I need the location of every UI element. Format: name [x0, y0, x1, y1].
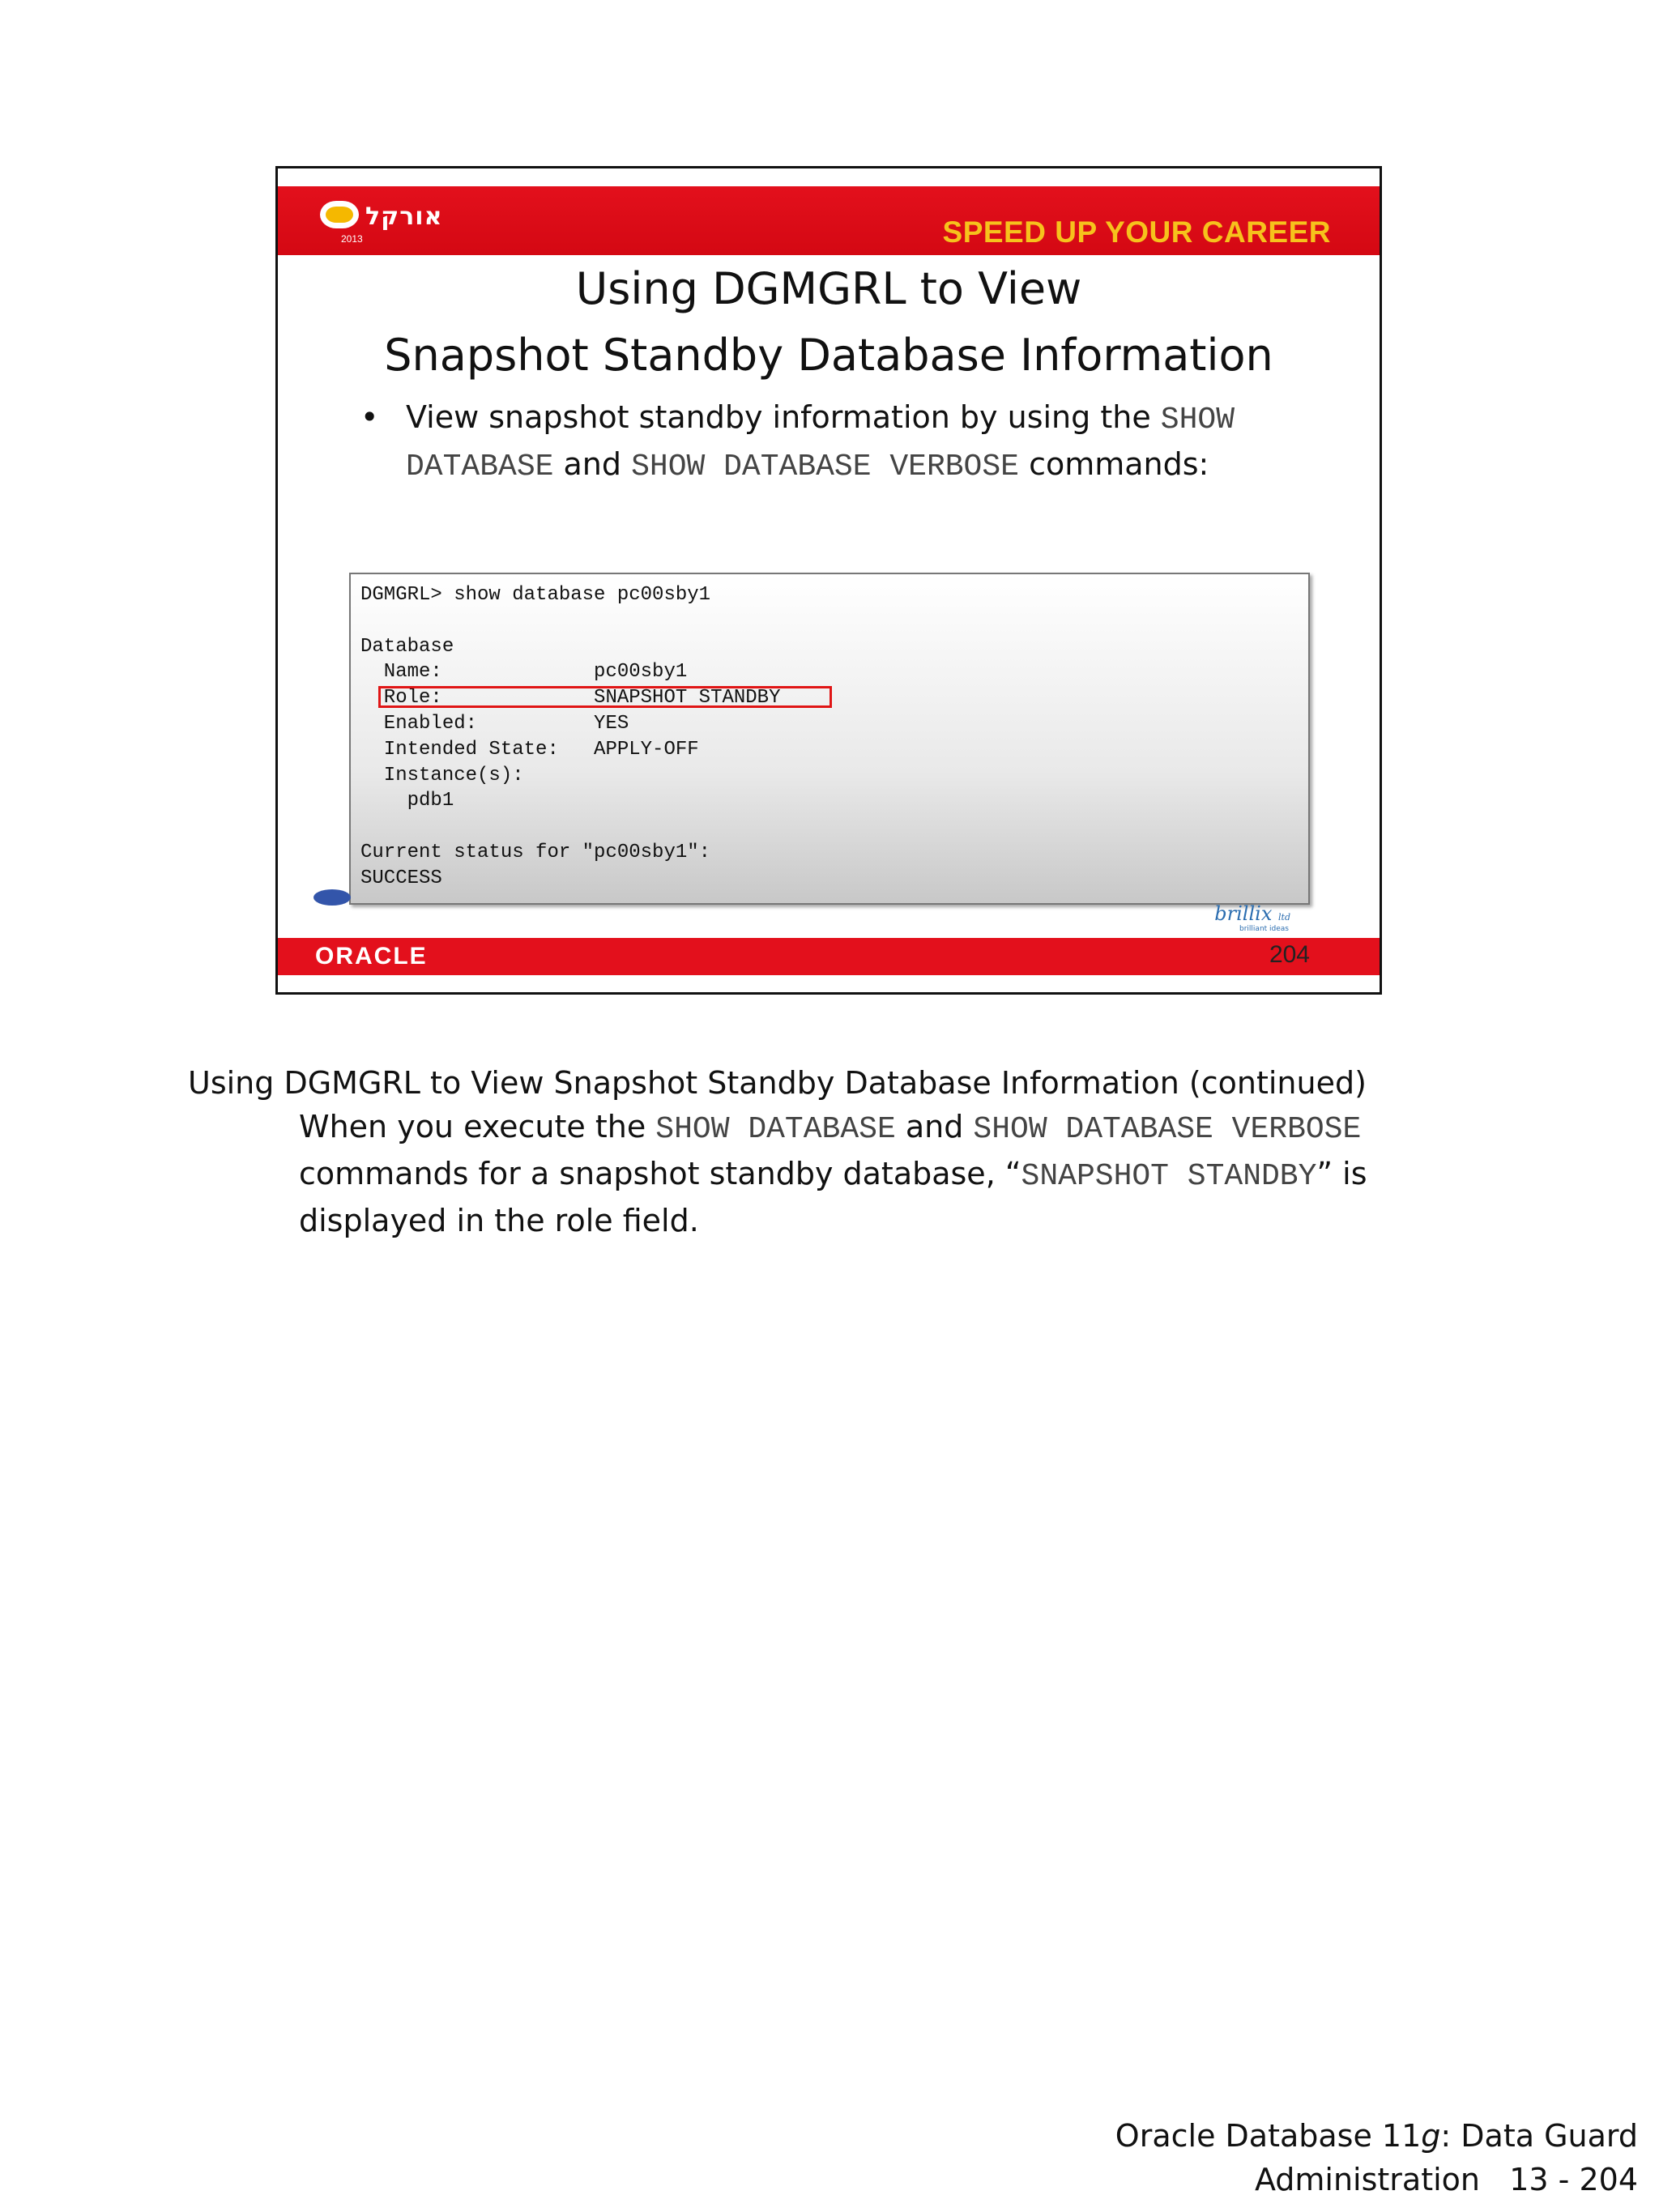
bullet-text-2: and [553, 446, 632, 482]
brillix-tagline: brilliant ideas [1239, 925, 1289, 933]
slide-page-number: 204 [1269, 941, 1310, 968]
bullet-code-2: SHOW DATABASE VERBOSE [631, 450, 1019, 484]
slide-header-bar [278, 186, 1380, 255]
oracle-week-logo-icon [320, 201, 359, 228]
footer-page: Administration 13 - 204 [1254, 2162, 1638, 2197]
brillix-logo-text: brillix [1214, 902, 1273, 925]
logo-text: אורקל [365, 202, 443, 231]
code-block [349, 573, 1310, 905]
bullet-text-3: commands: [1018, 446, 1209, 482]
bullet-code-1: SHOW DATABASE [406, 403, 1235, 484]
notes-body [299, 1105, 1449, 1242]
footer-product-g: g [1421, 2118, 1441, 2154]
role-highlight-box [378, 686, 832, 708]
slide-title-line1: Using DGMGRL to View [575, 263, 1082, 314]
code-block-text: DGMGRL> show database pc00sby1 Database Name: pc00sby1 Role: SNAPSHOT STANDBY Enabled: YES Intended State: APPLY-OFF Instance(s): pdb1 Current status for "pc00sby1": SUCCESS [360, 584, 781, 889]
slide [275, 166, 1382, 995]
slide-footer-bar [278, 938, 1380, 975]
brillix-logo [1214, 902, 1290, 925]
bullet-dot-icon: • [360, 399, 379, 435]
notes-text-3: commands for a snapshot standby database, “ [299, 1156, 1021, 1191]
notes-code-1: SHOW DATABASE [655, 1112, 896, 1147]
slide-title [278, 256, 1380, 389]
notes-text-1: When you execute the [299, 1109, 656, 1144]
bullet-text-1: View snapshot standby information by using the [406, 399, 1161, 435]
notes-code-3: SNAPSHOT STANDBY [1021, 1159, 1317, 1194]
tagline: SPEED UP YOUR CAREER [942, 215, 1331, 249]
brillix-logo-suffix: ltd [1278, 912, 1290, 923]
notes-title: Using DGMGRL to View Snapshot Standby Database Information (continued) [188, 1065, 1367, 1101]
oracle-logo: ORACLE [315, 943, 428, 970]
footer-product: Oracle Database 11 [1115, 2118, 1422, 2154]
slide-bullet [360, 395, 1268, 489]
footer-product-suffix: : Data Guard [1440, 2118, 1638, 2154]
page-footer [1115, 2114, 1638, 2201]
logo-year: 2013 [341, 233, 363, 245]
partner-logo-icon [313, 889, 351, 906]
notes-code-2: SHOW DATABASE VERBOSE [973, 1112, 1362, 1147]
notes-text-4: ” is displayed in the role field. [299, 1156, 1367, 1238]
notes-text-2: and [895, 1109, 974, 1144]
slide-title-line2: Snapshot Standby Database Information [384, 330, 1273, 381]
